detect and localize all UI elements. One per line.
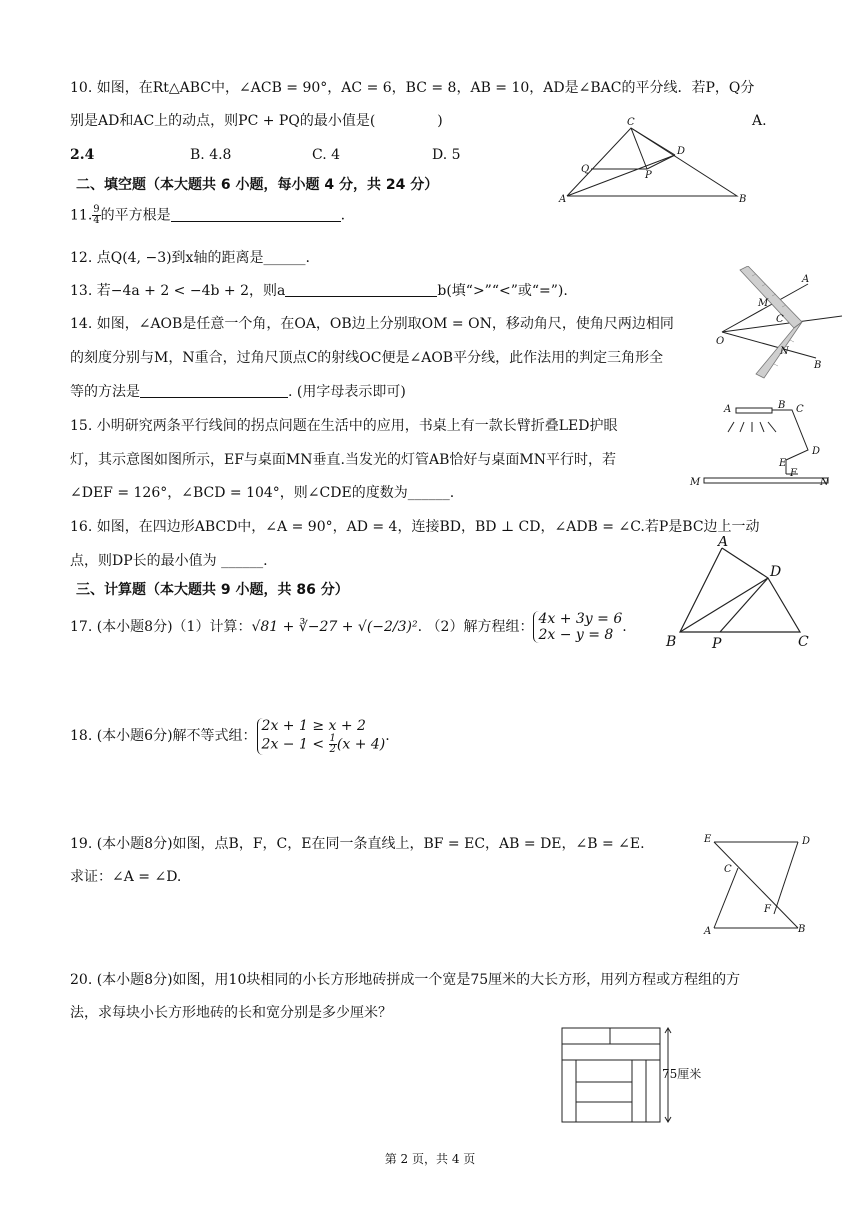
label-d: D [812, 446, 821, 457]
label-a: A [718, 536, 729, 550]
q20-line1: 20. (本小题8分)如图，用10块相同的小长方形地砖拼成一个宽是75厘米的大长方形，用列方程或方程组的方 [70, 972, 741, 988]
q18-frac-num: 1 [329, 732, 336, 744]
q10-triangle-figure [555, 114, 785, 206]
q13-blank[interactable] [285, 282, 437, 297]
q20-line2: 法，求每块小长方形地砖的长和宽分别是多少厘米？ [70, 1005, 392, 1021]
q15-line1: 15. 小明研究两条平行线间的拐点问题在生活中的应用，书桌上有一款长臂折叠LED护眼 [70, 418, 618, 434]
ray-ob [722, 332, 816, 358]
q20-tile-figure [558, 1024, 718, 1126]
label-b: B [666, 634, 677, 650]
label-a: A [724, 404, 732, 415]
q18-frac-den: 2 [329, 743, 336, 755]
label-c: C [724, 864, 732, 875]
q16-quadrilateral-figure [664, 536, 814, 652]
label-a: A [802, 274, 810, 285]
label-b: B [778, 400, 786, 411]
q18-line [70, 716, 390, 756]
q18-ineq1: 2x + 1 ≥ x + 2 [261, 717, 366, 734]
label-e: E [779, 458, 787, 469]
q17-equation-system [533, 611, 622, 643]
q18-ineq2-a: 2x − 1 < [261, 736, 325, 752]
q17-eq2: 2x − y = 8 [538, 627, 614, 643]
segment-cd [631, 128, 675, 155]
q10-line2-text: 别是AD和AC上的动点，则PC + PQ的最小值是( [70, 113, 376, 129]
label-p: P [712, 636, 722, 652]
label-q: Q [581, 164, 590, 175]
label-d: D [802, 836, 811, 847]
q10-paren-close: ) [437, 113, 443, 129]
q10-option-b: B. 4.8 [190, 147, 232, 163]
label-c: C [796, 404, 804, 415]
q17-end: . [622, 619, 627, 635]
segment-pd [647, 155, 675, 169]
label-f: F [790, 468, 797, 479]
segment-ca [714, 868, 738, 928]
lamp-arm [772, 410, 808, 474]
q13-end: b(填“>”“<”或“=”). [437, 283, 568, 299]
label-n: N [780, 346, 789, 357]
bisector-ad [567, 155, 675, 196]
segment-cp [631, 128, 647, 169]
q10-option-d: D. 5 [432, 147, 461, 163]
q14-line3 [70, 382, 406, 402]
q11-fraction [92, 205, 100, 226]
q14-line1: 14. 如图，∠AOB是任意一个角，在OA，OB边上分别取OM = ON，移动角尺，使角尺两边相同 [70, 316, 674, 332]
label-d: D [770, 564, 782, 580]
dimension-label: 75厘米 [662, 1067, 702, 1081]
q17-prefix: 17. (本小题8分)（1）计算： [70, 619, 252, 635]
q14-line3-end: . (用字母表示即可) [288, 384, 406, 400]
q15-line2: 灯，其示意图如图所示，EF与桌面MN垂直.当发光的灯管AB恰好与桌面MN平行时，若 [70, 452, 616, 468]
section-3-heading: 三、计算题（本大题共 9 小题，共 86 分） [76, 582, 349, 598]
label-n: N [820, 477, 829, 488]
quadrilateral-abcd [680, 548, 800, 632]
q11-text: 的平方根是 [100, 207, 171, 224]
q15-line3: ∠DEF = 126°，∠BCD = 104°，则∠CDE的度数为______. [70, 485, 455, 501]
label-p: P [645, 170, 652, 181]
label-d: D [677, 146, 686, 157]
q16-line2: 点，则DP长的最小值为 ______. [70, 553, 268, 569]
label-c: C [798, 634, 809, 650]
section-2-heading: 二、填空题（本大题共 6 小题，每小题 4 分，共 24 分） [76, 177, 439, 193]
q10-option-a-label: A. [752, 113, 767, 129]
q11-end: . [340, 207, 346, 224]
q14-angle-ruler-figure [712, 266, 846, 380]
label-f: F [764, 904, 771, 915]
label-b: B [739, 194, 747, 205]
q18-ineq2-b: (x + 4) [336, 736, 386, 752]
page-footer: 第 2 页，共 4 页 [384, 1152, 476, 1166]
q17-line [70, 610, 627, 644]
q15-led-lamp-figure [686, 398, 836, 490]
big-rectangle [562, 1028, 660, 1122]
q19-line2: 求证：∠A = ∠D. [70, 869, 182, 885]
q18-ineq2 [262, 734, 386, 755]
label-o: O [716, 336, 725, 347]
q19-figure [700, 830, 816, 940]
label-m: M [690, 477, 701, 488]
q18-fraction [329, 734, 337, 755]
label-b: B [814, 360, 822, 371]
q13-line [70, 281, 568, 301]
q12-line: 12. 点Q(4, −3)到x轴的距离是______. [70, 250, 310, 266]
q10-option-c: C. 4 [312, 147, 341, 163]
q11-prefix: 11. [70, 207, 93, 224]
label-a: A [559, 194, 567, 205]
q17-expression: √81 + ∛−27 + √(−2/3)² [251, 619, 418, 635]
q10-line1: 10. 如图，在Rt△ABC中，∠ACB = 90°，AC = 6，BC = 8，AB = 10，AD是∠BAC的平分线．若P，Q分 [70, 80, 755, 96]
q11-line [70, 205, 345, 226]
q10-line2 [70, 111, 443, 131]
angle-ruler [740, 266, 802, 378]
q13-text: 13. 若−4a + 2 < −4b + 2，则a [70, 283, 286, 299]
label-m: M [758, 298, 769, 309]
line-ebfc [714, 842, 798, 928]
q18-inequality-system [257, 718, 386, 755]
q11-blank[interactable] [171, 207, 341, 222]
label-e: E [704, 834, 712, 845]
q17-eq1: 4x + 3y = 6 [538, 611, 623, 627]
q14-line3-text: 等的方法是 [70, 384, 140, 400]
q11-frac-num: 9 [93, 204, 100, 215]
q19-line1: 19. (本小题8分)如图，点B，F，C，E在同一条直线上，BF = EC，AB = DE，∠B = ∠E. [70, 836, 645, 852]
q17-part2: . （2）解方程组： [417, 619, 534, 635]
q16-line1: 16. 如图，在四边形ABCD中，∠A = 90°，AD = 4，连接BD，BD ⊥ CD，∠ADB = ∠C.若P是BC边上一动 [70, 519, 760, 535]
desk-mn [704, 478, 828, 483]
label-c: C [776, 314, 784, 325]
q14-blank[interactable] [140, 383, 288, 398]
segment-dp [720, 578, 768, 632]
q10-option-a-value: 2.4 [70, 147, 95, 163]
q18-end: . [385, 728, 390, 744]
label-b: B [798, 924, 806, 935]
segment-df [774, 842, 798, 914]
q14-line2: 的刻度分别与M，N重合，过角尺顶点C的射线OC便是∠AOB平分线，此作法用的判定三角形全 [70, 350, 664, 366]
lamp-tube-ab [736, 408, 772, 413]
q11-frac-den: 4 [93, 215, 100, 226]
label-c: C [627, 117, 635, 128]
label-a: A [704, 926, 712, 937]
q18-prefix: 18. (本小题6分)解不等式组： [70, 728, 257, 744]
